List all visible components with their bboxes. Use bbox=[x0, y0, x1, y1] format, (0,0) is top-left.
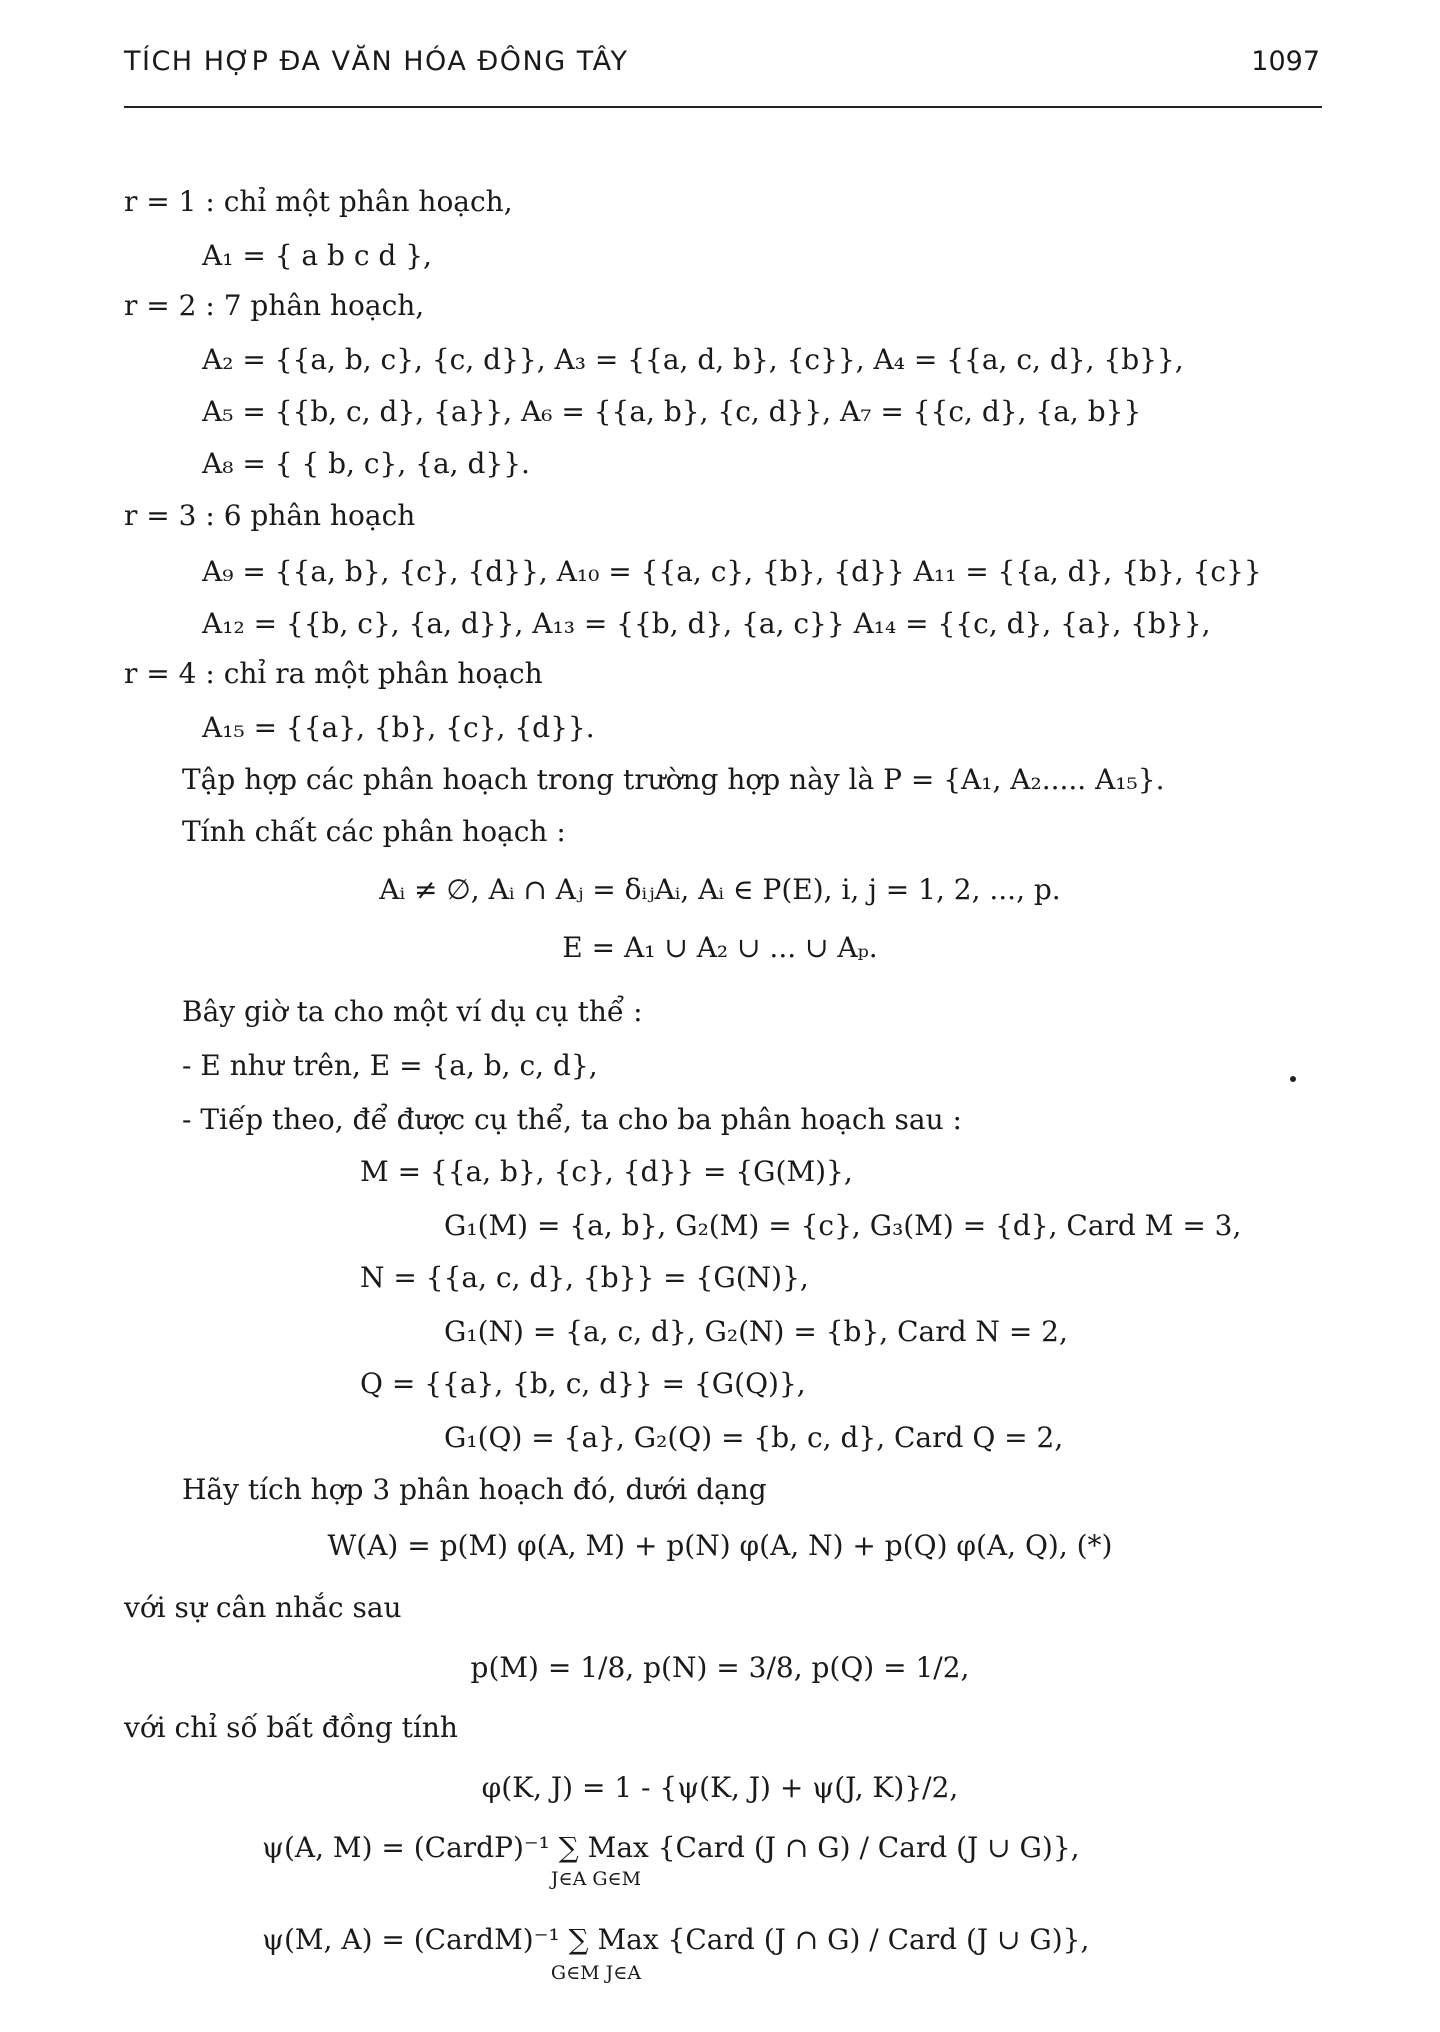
partitions-a2-a4: A₂ = {{a, b, c}, {c, d}}, A₃ = {{a, d, b}, {c}}, A₄ = {{a, c, d}, {b}}, bbox=[202, 343, 1184, 376]
running-title: TÍCH HỢP ĐA VĂN HÓA ĐÔNG TÂY bbox=[124, 46, 629, 77]
phi-formula: φ(K, J) = 1 - {ψ(K, J) + ψ(J, K)}/2, bbox=[481, 1771, 959, 1804]
partition-a15: A₁₅ = {{a}, {b}, {c}, {d}}. bbox=[202, 711, 595, 744]
weights-formula: p(M) = 1/8, p(N) = 3/8, p(Q) = 1/2, bbox=[470, 1651, 970, 1684]
psi-a-m-formula: ψ(A, M) = (CardP)⁻¹ ∑ Max {Card (J ∩ G) / Card (J ∪ G)}, bbox=[262, 1831, 1080, 1864]
properties-formula: Aᵢ ≠ ∅, Aᵢ ∩ Aⱼ = δᵢⱼAᵢ, Aᵢ ∈ P(E), i, j = 1, 2, ..., p. bbox=[379, 873, 1061, 906]
header-rule bbox=[124, 106, 1322, 108]
page-number: 1097 bbox=[1251, 46, 1320, 77]
example-intro: Bây giờ ta cho một ví dụ cụ thể : bbox=[182, 995, 643, 1028]
psi-a-m-sum-indices: J∈A G∈M bbox=[550, 1868, 642, 1890]
example-three-partitions: - Tiếp theo, để được cụ thể, ta cho ba phân hoạch sau : bbox=[182, 1103, 962, 1136]
partition-n: N = {{a, c, d}, {b}} = {G(N)}, bbox=[360, 1261, 809, 1294]
partition-m: M = {{a, b}, {c}, {d}} = {G(M)}, bbox=[360, 1155, 853, 1188]
integration-formula: W(A) = p(M) φ(A, M) + p(N) φ(A, N) + p(Q) φ(A, Q), (*) bbox=[327, 1529, 1113, 1562]
integration-sentence: Hãy tích hợp 3 phân hoạch đó, dưới dạng bbox=[182, 1473, 767, 1506]
case-r4-line: r = 4 : chỉ ra một phân hoạch bbox=[124, 657, 543, 690]
print-speck bbox=[1290, 1076, 1296, 1082]
case-r1-line: r = 1 : chỉ một phân hoạch, bbox=[124, 185, 513, 218]
weights-intro: với sự cân nhắc sau bbox=[124, 1591, 402, 1624]
case-r3-line: r = 3 : 6 phân hoạch bbox=[124, 499, 416, 532]
partition-a1: A₁ = { a b c d }, bbox=[202, 239, 432, 272]
psi-m-a-formula: ψ(M, A) = (CardM)⁻¹ ∑ Max {Card (J ∩ G) / Card (J ∪ G)}, bbox=[262, 1923, 1090, 1956]
partitions-a9-a11: A₉ = {{a, b}, {c}, {d}}, A₁₀ = {{a, c}, {b}, {d}} A₁₁ = {{a, d}, {b}, {c}} bbox=[202, 555, 1262, 588]
partition-n-groups: G₁(N) = {a, c, d}, G₂(N) = {b}, Card N = 2, bbox=[444, 1315, 1068, 1348]
partition-a8: A₈ = { { b, c}, {a, d}}. bbox=[202, 447, 530, 480]
properties-heading: Tính chất các phân hoạch : bbox=[182, 815, 566, 848]
running-header bbox=[124, 46, 1320, 77]
partition-q-groups: G₁(Q) = {a}, G₂(Q) = {b, c, d}, Card Q = 2, bbox=[444, 1421, 1064, 1454]
partition-q: Q = {{a}, {b, c, d}} = {G(Q)}, bbox=[360, 1367, 806, 1400]
dissimilarity-intro: với chỉ số bất đồng tính bbox=[124, 1711, 458, 1744]
partition-set-sentence: Tập hợp các phân hoạch trong trường hợp này là P = {A₁, A₂..... A₁₅}. bbox=[182, 763, 1165, 796]
case-r2-line: r = 2 : 7 phân hoạch, bbox=[124, 289, 425, 322]
partitions-a5-a7: A₅ = {{b, c, d}, {a}}, A₆ = {{a, b}, {c, d}}, A₇ = {{c, d}, {a, b}} bbox=[202, 395, 1142, 428]
union-formula: E = A₁ ∪ A₂ ∪ ... ∪ Aₚ. bbox=[562, 931, 878, 964]
partitions-a12-a14: A₁₂ = {{b, c}, {a, d}}, A₁₃ = {{b, d}, {a, c}} A₁₄ = {{c, d}, {a}, {b}}, bbox=[202, 607, 1211, 640]
example-set-e: - E như trên, E = {a, b, c, d}, bbox=[182, 1049, 598, 1082]
psi-m-a-sum-indices: G∈M J∈A bbox=[550, 1962, 642, 1984]
partition-m-groups: G₁(M) = {a, b}, G₂(M) = {c}, G₃(M) = {d}, Card M = 3, bbox=[444, 1209, 1242, 1242]
